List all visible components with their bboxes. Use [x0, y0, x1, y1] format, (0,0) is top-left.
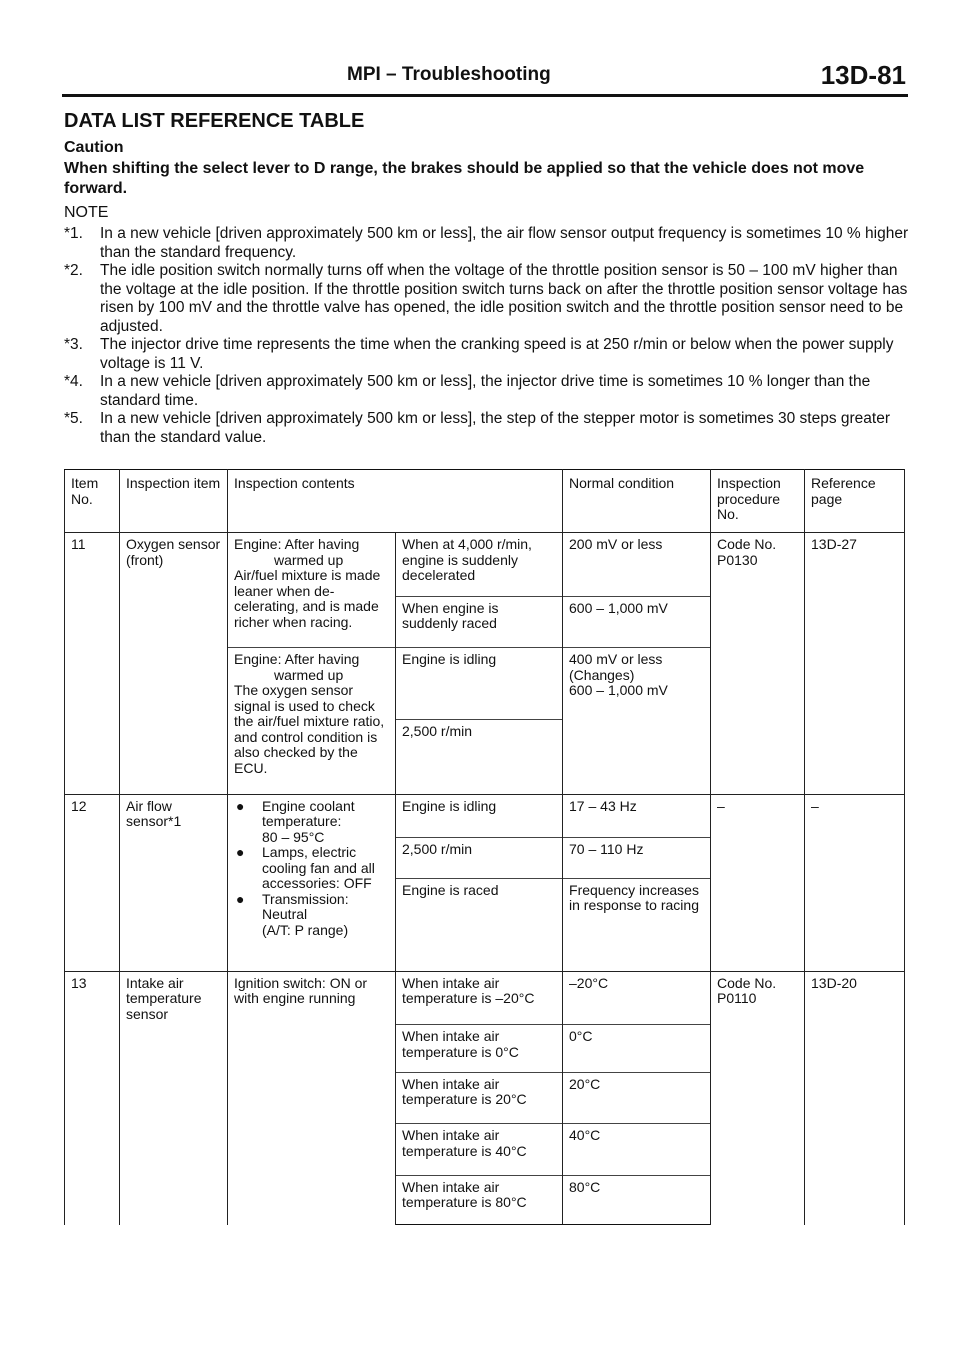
inspection-condition: When intake air temperature is 40°C	[396, 1124, 563, 1175]
note-mark: *5.	[64, 410, 83, 427]
note-label: NOTE	[64, 204, 109, 221]
note-item	[64, 373, 909, 410]
normal-condition: 600 – 1,000 mV	[563, 596, 711, 647]
note-mark: *3.	[64, 336, 83, 353]
header-reference-page: Reference page	[805, 470, 905, 533]
inspection-condition: When intake air temperature is 0°C	[396, 1025, 563, 1072]
inspection-contents: Engine: After having warmed up Air/fuel mixture is made leaner when de-celerating, and is made richer when racing.	[228, 533, 396, 648]
normal-condition: 20°C	[563, 1072, 711, 1123]
note-mark: *1.	[64, 225, 83, 242]
inspection-contents: Ignition switch: ON or with engine running	[228, 971, 396, 1224]
inspection-condition: When intake air temperature is 20°C	[396, 1072, 563, 1123]
header-normal-condition: Normal condition	[563, 470, 711, 533]
inspection-condition: 2,500 r/min	[396, 720, 563, 794]
note-item	[64, 410, 909, 447]
normal-condition: 0°C	[563, 1025, 711, 1072]
item-number: 12	[65, 794, 120, 971]
data-list-table	[64, 469, 905, 1225]
page-number: 13D-81	[820, 60, 906, 90]
normal-condition: 400 mV or less (Changes) 600 – 1,000 mV	[563, 648, 711, 794]
table-row	[65, 971, 905, 1025]
note-item	[64, 225, 909, 262]
normal-condition: Frequency increases in response to racing	[563, 878, 711, 971]
inspection-contents: Engine: After having warmed up The oxygen sensor signal is used to check the air/fuel mixture ratio, and control condition is also checked by the ECU.	[228, 648, 396, 794]
caution-text: When shifting the select lever to D range, the brakes should be applied so that the vehicle does not move forward.	[64, 160, 865, 197]
header-item-no: Item No.	[65, 470, 120, 533]
item-number: 13	[65, 971, 120, 1224]
normal-condition: 40°C	[563, 1124, 711, 1175]
inspection-procedure: Code No. P0130	[711, 533, 805, 795]
note-list	[64, 225, 909, 447]
table-header-row	[65, 470, 905, 533]
inspection-procedure: Code No. P0110	[711, 971, 805, 1224]
header-inspection-item: Inspection item	[120, 470, 228, 533]
inspection-condition: Engine is idling	[396, 648, 563, 720]
normal-condition: 200 mV or less	[563, 533, 711, 597]
normal-condition: 80°C	[563, 1175, 711, 1224]
note-text: The injector drive time represents the time when the cranking speed is at 250 r/min or below when the power supply voltage is 11 V.	[100, 336, 894, 372]
note-text: In a new vehicle [driven approximately 500 km or less], the air flow sensor output frequency is sometimes 10 % higher than the standard frequency.	[100, 225, 909, 261]
item-number: 11	[65, 533, 120, 795]
note-text: In a new vehicle [driven approximately 500 km or less], the step of the stepper motor is sometimes 30 steps greater than the standard value.	[100, 410, 891, 446]
normal-condition: 17 – 43 Hz	[563, 794, 711, 837]
table-row	[65, 794, 905, 837]
reference-page: 13D-20	[805, 971, 905, 1224]
inspection-item: Air flow sensor*1	[120, 794, 228, 971]
note-text: In a new vehicle [driven approximately 500 km or less], the injector drive time is sometimes 10 % longer than the standard time.	[100, 373, 871, 409]
note-item	[64, 262, 909, 336]
inspection-condition: 2,500 r/min	[396, 837, 563, 878]
reference-page: –	[805, 794, 905, 971]
header-inspection-contents: Inspection contents	[228, 470, 563, 533]
note-mark: *2.	[64, 262, 83, 279]
normal-condition: –20°C	[563, 971, 711, 1025]
page-heading: DATA LIST REFERENCE TABLE	[64, 110, 365, 132]
inspection-item: Oxygen sensor (front)	[120, 533, 228, 795]
note-mark: *4.	[64, 373, 83, 390]
header-inspection-procedure: Inspection procedure No.	[711, 470, 805, 533]
inspection-condition: When at 4,000 r/min, engine is suddenly decelerated	[396, 533, 563, 597]
table-row	[65, 533, 905, 597]
inspection-condition: Engine is raced	[396, 878, 563, 971]
inspection-contents: ● Engine coolant temperature: 80 – 95°C ● Lamps, electric cooling fan and all accessories: OFF ● Transmission: Neutral (A/T: P range)	[228, 794, 396, 971]
inspection-condition: When intake air temperature is –20°C	[396, 971, 563, 1025]
normal-condition: 70 – 110 Hz	[563, 837, 711, 878]
note-item	[64, 336, 909, 373]
inspection-condition: When engine is suddenly raced	[396, 596, 563, 647]
inspection-item: Intake air temperature sensor	[120, 971, 228, 1224]
inspection-procedure: –	[711, 794, 805, 971]
note-text: The idle position switch normally turns off when the voltage of the throttle position sensor is 50 – 100 mV higher than the voltage at the idle position. If the throttle position switch turns back on after the throttle position sensor voltage has risen by 100 mV and the throttle valve has opened, the idle position switch and the throttle position sensor need to be adjusted.	[100, 262, 908, 335]
inspection-condition: Engine is idling	[396, 794, 563, 837]
page-header	[62, 60, 908, 97]
caution-label: Caution	[64, 139, 124, 156]
reference-page: 13D-27	[805, 533, 905, 795]
inspection-condition: When intake air temperature is 80°C	[396, 1175, 563, 1224]
section-title: MPI – Troubleshooting	[347, 64, 551, 85]
